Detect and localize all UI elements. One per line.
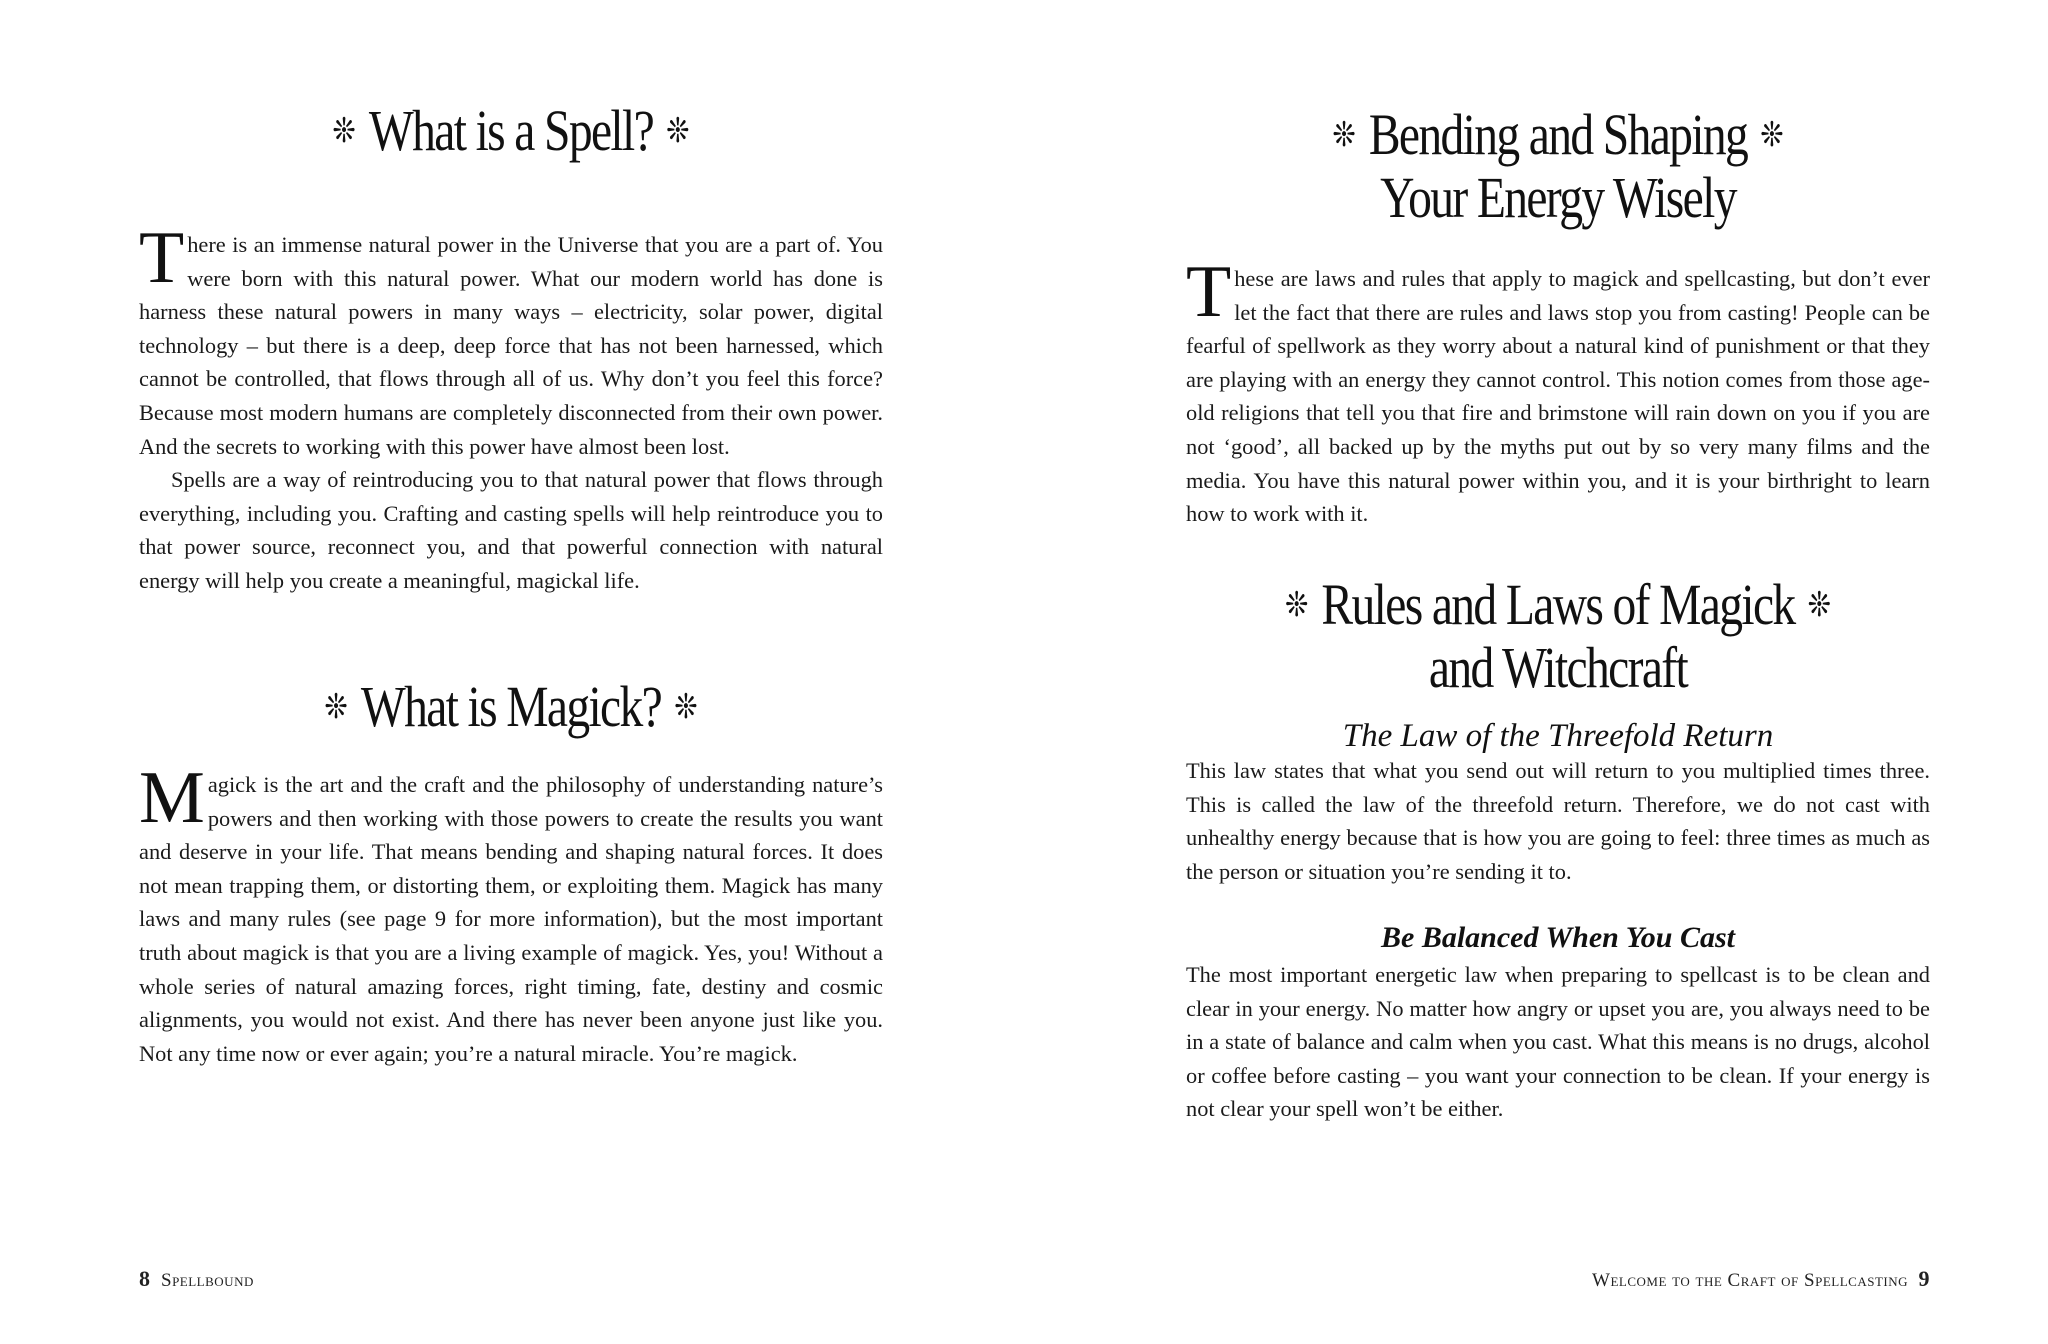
- heading-bending-and-shaping: [1253, 104, 1863, 229]
- paragraph-text: here is an immense natural power in the Universe that you are a part of. You were born with this natural power. What our modern world has done is harness these natural powers in many ways – electricity, solar power, digital technology – but there is a deep, deep force that has not been harnessed, which cannot be controlled, that flows through all of us. Why don’t you feel this force? Because most modern humans are completely disconnected from their own power. And the secrets to working with this power have almost been lost.: [139, 232, 883, 459]
- drop-cap: T: [1186, 251, 1232, 333]
- section-what-is-magick: [139, 676, 883, 739]
- ornament-icon: ❊: [674, 689, 698, 726]
- page-footer-left: [139, 1266, 254, 1292]
- paragraph-text: hese are laws and rules that apply to magick and spellcasting, but don’t ever let the fact that there are rules and laws stop you from casting! People can be fearful of spellwork as they worry about a natural kind of punishment or that they are playing with an energy they cannot control. This notion comes from those age-old religions that tell you that fire and brimstone will rain down on you if you are not ‘good’, all backed up by the myths put out by so very many films and the media. You have this natural power within you, and it is your birthright to learn how to work with it.: [1186, 266, 1930, 527]
- drop-cap: M: [139, 757, 205, 839]
- ornament-icon: ❊: [1760, 117, 1784, 154]
- running-title: Spellbound: [161, 1270, 254, 1291]
- law-be-balanced: [1186, 918, 1930, 1126]
- ornament-icon: ❊: [324, 689, 348, 726]
- section-bending-and-shaping: [1186, 104, 1930, 229]
- page-number: 8: [139, 1266, 151, 1291]
- ornament-icon: ❊: [666, 113, 690, 150]
- paragraph: Spells are a way of reintroducing you to that natural power that flows through everything, including you. Crafting and casting spells will help reintroduce you to that power source, reconnect you, and that powerful connection with natural energy will help you create a meaningful, magickal life.: [139, 467, 883, 593]
- paragraph: This law states that what you send out will return to you multiplied times three. This is called the law of the threefold return. Therefore, we do not cast with unhealthy energy because that is how you are going to feel: three times as much as the person or situation you’re sending it to.: [1186, 758, 1930, 884]
- paragraph: [1186, 251, 1930, 531]
- page-footer-right: [1592, 1266, 1930, 1292]
- ornament-icon: ❊: [332, 113, 356, 150]
- running-title: Welcome to the Craft of Spellcasting: [1592, 1270, 1908, 1291]
- subheading-be-balanced: Be Balanced When You Cast: [1381, 921, 1735, 954]
- drop-cap: T: [139, 217, 185, 299]
- section-what-is-a-spell: [139, 100, 883, 163]
- heading-text: Rules and Laws of Magick: [1321, 572, 1795, 637]
- paragraph: [139, 757, 883, 1070]
- right-page: [1024, 0, 2048, 1344]
- paragraph: [139, 217, 883, 463]
- heading-text: What is a Spell?: [368, 98, 654, 163]
- paragraph-text: agick is the art and the craft and the philosophy of understanding nature’s powers and then working with those powers to create the results you want and deserve in your life. That means bending and shaping natural forces. It does not mean trapping them, or distorting them, or exploiting them. Magick has many laws and many rules (see page 9 for more information), but the most important truth about magick is that you are a living example of magick. Yes, you! Without a whole series of natural amazing forces, right timing, fate, destiny and cosmic alignments, you would not exist. And there has never been anyone just like you. Not any time now or ever again; you’re a natural miracle. You’re magick.: [139, 772, 883, 1066]
- heading-what-is-a-spell: [206, 100, 816, 163]
- subheading-threefold-return: The Law of the Threefold Return: [1342, 718, 1774, 754]
- section-rules-and-laws: [1186, 574, 1930, 699]
- heading-text: What is Magick?: [360, 674, 662, 739]
- ornament-icon: ❊: [1332, 117, 1356, 154]
- page-number: 9: [1918, 1266, 1930, 1291]
- ornament-icon: ❊: [1807, 587, 1832, 624]
- spell-body: [139, 217, 883, 598]
- paragraph: The most important energetic law when preparing to spellcast is to be clean and clear in your energy. No matter how angry or upset you are, you always need to be in a state of balance and calm when you cast. What this means is no drugs, alcohol or coffee before casting – you want your connection to be clean. If your energy is not clear your spell won’t be either.: [1186, 962, 1930, 1122]
- law-threefold-return: [1186, 716, 1930, 888]
- heading-text: Your Energy Wisely: [1380, 165, 1736, 230]
- magick-body: [139, 757, 883, 1070]
- heading-text: Bending and Shaping: [1368, 102, 1748, 167]
- bending-body: [1186, 251, 1930, 531]
- ornament-icon: ❊: [1284, 587, 1309, 624]
- heading-rules-and-laws: [1253, 574, 1863, 699]
- heading-text: and Witchcraft: [1428, 635, 1688, 700]
- heading-what-is-magick: [206, 676, 816, 739]
